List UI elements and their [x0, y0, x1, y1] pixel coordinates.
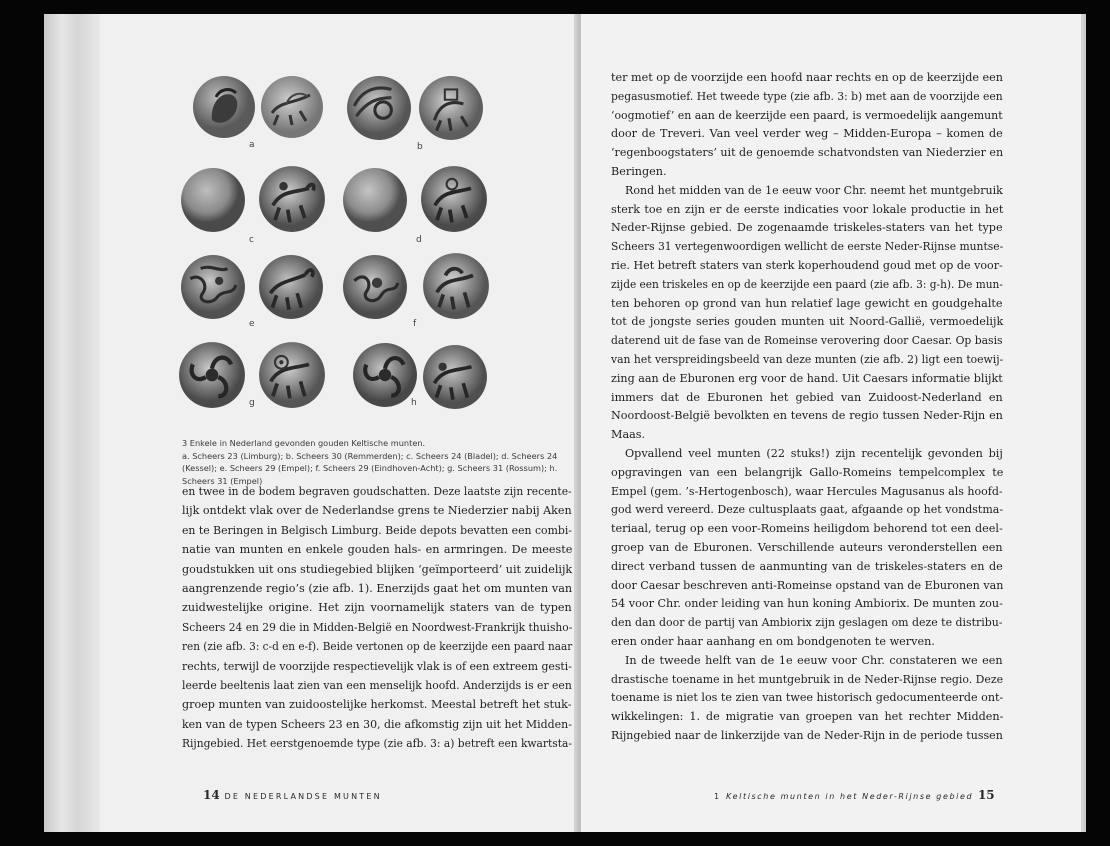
text-line: eren onder haar aanhang en om bondgenoten te werven. [611, 635, 935, 648]
coin-label-g: g [249, 398, 255, 408]
text-line: ren (zie afb. 3: c-d en e-f). Beide vertonen op de keerzijde een paard naar [182, 640, 573, 654]
text-line: Scheers 24 en 29 die in Midden-België en Noordwest-Frankrijk thuisho- [182, 620, 573, 634]
coin-e-obverse [180, 254, 246, 320]
coin-f-obverse [342, 254, 408, 320]
text-line: zijde een triskeles en op de keerzijde een paard (zie afb. 3: g-h). De mun- [611, 277, 1003, 291]
text-line: Rond het midden van de 1e eeuw voor Chr. neemt het muntgebruik [625, 183, 1003, 197]
page-number-left: 14 [203, 788, 220, 802]
text-line: pegasusmotief. Het tweede type (zie afb. 3: b) met aan de voorzijde een [611, 89, 1003, 103]
text-line: ten behoren op grond van hun relatief lage gewicht en goudgehalte [611, 296, 1003, 310]
text-line: In de tweede helft van de 1e eeuw voor Chr. constateren we een [625, 653, 1003, 667]
page-stack-edge [44, 14, 104, 832]
text-line: direct verband tussen de aanmunting van de triskeles-staters en de [611, 559, 1003, 573]
text-line: ter met op de voorzijde een hoofd naar rechts en op de keerzijde een [611, 71, 1003, 84]
text-line: ‘regenboogstaters’ uit de genoemde schatvondsten van Niederzier en [611, 146, 1004, 160]
caption-line: Scheers 31 (Empel) [182, 475, 263, 486]
text-line: zing aan de Eburonen erg voor de hand. Uit Caesars informatie blijkt [611, 371, 1003, 385]
text-line: Empel (gem. ’s-Hertogenbosch), waar Hercules Magusanus als hoofd- [611, 484, 1003, 498]
text-line: Neder-Rijnse gebied. De zogenaamde triskeles-staters van het type [611, 221, 1003, 235]
text-line: door Caesar beschreven anti-Romeinse opstand van de Eburonen van [611, 578, 1004, 592]
text-line: opgravingen van een belangrijk Gallo-Romeins tempelcomplex te [611, 465, 1004, 479]
caption-line: a. Scheers 23 (Limburg); b. Scheers 30 (Remmerden); c. Scheers 24 (Bladel); d. Scheers 24 [182, 450, 558, 461]
coin-a-obverse [192, 75, 256, 139]
coin-g-obverse [178, 341, 246, 409]
text-line: Maas. [611, 428, 646, 442]
figure-caption [182, 437, 562, 487]
chapter-number: 1 [714, 792, 722, 801]
text-line: 54 voor Chr. onder leiding van hun koning Ambiorix. De munten zou- [611, 597, 1003, 611]
text-line: ‘oogmotief’ en aan de keerzijde een paard, is vermoedelijk aangemunt [611, 108, 1003, 122]
coin-c-reverse [258, 165, 326, 233]
text-line: natie van munten en enkele gouden hals- en armringen. De meeste [182, 543, 573, 557]
text-line: Noordoost-België bevolkten en tevens de regio tussen Neder-Rijn en [611, 409, 1003, 423]
text-line: Beringen. [611, 165, 667, 178]
text-line: rechts, terwijl de voorzijde respectievelijk vlak is of een extreem gesti- [182, 659, 572, 673]
footer-right [714, 788, 995, 802]
text-line: groep van de Eburonen. Verschillende auteurs veronderstellen een [611, 541, 1003, 554]
coin-d-obverse [342, 167, 408, 233]
text-line: lijk ontdekt vlak over de Nederlandse grens te Niederzier nabij Aken [182, 504, 572, 518]
text-line: ken van de typen Scheers 23 en 30, die afkomstig zijn uit het Midden- [182, 717, 572, 731]
running-head-left: DE NEDERLANDSE MUNTEN [224, 792, 382, 801]
text-line: van het verspreidingsbeeld van deze munten (zie afb. 2) ligt een toewij- [611, 353, 1004, 366]
text-line: den dan door de partij van Ambiorix zijn geslagen om deze te distribu- [611, 616, 1003, 630]
running-head-right: Keltische munten in het Neder-Rijnse gebied [726, 792, 974, 801]
coin-label-e: e [249, 319, 255, 329]
text-line: god werd vereerd. Deze cultusplaats gaat, afgaande op het vondstma- [611, 503, 1004, 517]
left-body-text [182, 485, 574, 755]
page-number-right: 15 [977, 788, 995, 802]
coin-f-reverse [422, 252, 490, 320]
coin-c-obverse [180, 167, 246, 233]
text-line: en twee in de bodem begraven goudschatten. Deze laatste zijn recente- [182, 485, 572, 498]
coin-label-f: f [413, 319, 417, 329]
caption-line: (Kessel); e. Scheers 29 (Empel); f. Scheers 29 (Eindhoven-Acht); g. Scheers 31 (Rossum); h. [182, 463, 558, 474]
text-line: zuidwestelijke origine. Het zijn voornamelijk staters van de typen [182, 601, 572, 615]
text-line: Scheers 31 vertegenwoordigen wellicht de eerste Neder-Rijnse muntse- [611, 240, 1004, 254]
text-line: rie. Het betreft staters van sterk koperhoudend goud met op de voor- [611, 259, 1003, 272]
coin-a-reverse [260, 75, 324, 139]
text-line: goudstukken uit ons studiegebied blijken ‘geïmporteerd’ uit zuidelijk [182, 562, 573, 576]
text-line: toename is niet los te zien van twee historisch gedocumenteerde ont- [611, 691, 1004, 705]
coin-label-c: c [249, 235, 254, 245]
text-line: wikkelingen: 1. de migratie van groepen van het rechter Midden- [611, 710, 1004, 724]
text-line: Rijngebied. Het eerstgenoemde type (zie afb. 3: a) betreft een kwartsta- [182, 737, 572, 751]
coin-label-d: d [416, 235, 422, 245]
coin-h-reverse [422, 344, 488, 410]
coin-b-reverse [418, 75, 484, 141]
text-line: daterend uit de fase van de Romeinse verovering door Caesar. Op basis [611, 334, 1003, 348]
coin-label-b: b [417, 142, 423, 152]
text-line: sterk toe en zijn er de eerste indicaties voor lokale productie in het [611, 202, 1004, 216]
coin-b-obverse [346, 75, 412, 141]
coin-h-obverse [352, 342, 418, 408]
text-line: en te Beringen in Belgisch Limburg. Beide depots bevatten een combi- [182, 523, 572, 537]
text-line: leerde beeltenis laat zien van een menselijk hoofd. Anderzijds is er een [182, 679, 572, 692]
text-line: Rijngebied naar de linkerzijde van de Neder-Rijn in de periode tussen [611, 729, 1003, 742]
coin-figure [100, 14, 578, 434]
text-line: groep munten van zuidoostelijke herkomst. Meestal betreft het stuk- [182, 698, 572, 712]
coin-d-reverse [420, 165, 488, 233]
coin-e-reverse [258, 254, 324, 320]
text-line: door de Treveri. Van veel verder weg – Midden-Europa – komen de [611, 127, 1003, 141]
text-line: Opvallend veel munten (22 stuks!) zijn recentelijk gevonden bij [625, 447, 1003, 460]
caption-line: 3 Enkele in Nederland gevonden gouden Keltische munten. [182, 438, 426, 448]
right-body-text [611, 71, 1006, 751]
coin-label-a: a [249, 140, 255, 150]
coin-g-reverse [258, 341, 326, 409]
text-line: immers dat de Eburonen het gebied van Zuidoost-Nederland en [611, 390, 1003, 404]
footer-left [203, 788, 382, 802]
text-line: aangrenzende regio’s (zie afb. 1). Enerzijds gaat het om munten van [182, 582, 573, 595]
text-line: drastische toename in het muntgebruik in de Neder-Rijnse regio. Deze [611, 672, 1004, 686]
text-line: tot de jongste series gouden munten uit Noord-Gallië, vermoedelijk [611, 315, 1004, 329]
coin-label-h: h [411, 398, 417, 408]
text-line: teriaal, terug op een voor-Romeins heiligdom behorend tot een deel- [611, 522, 1003, 536]
